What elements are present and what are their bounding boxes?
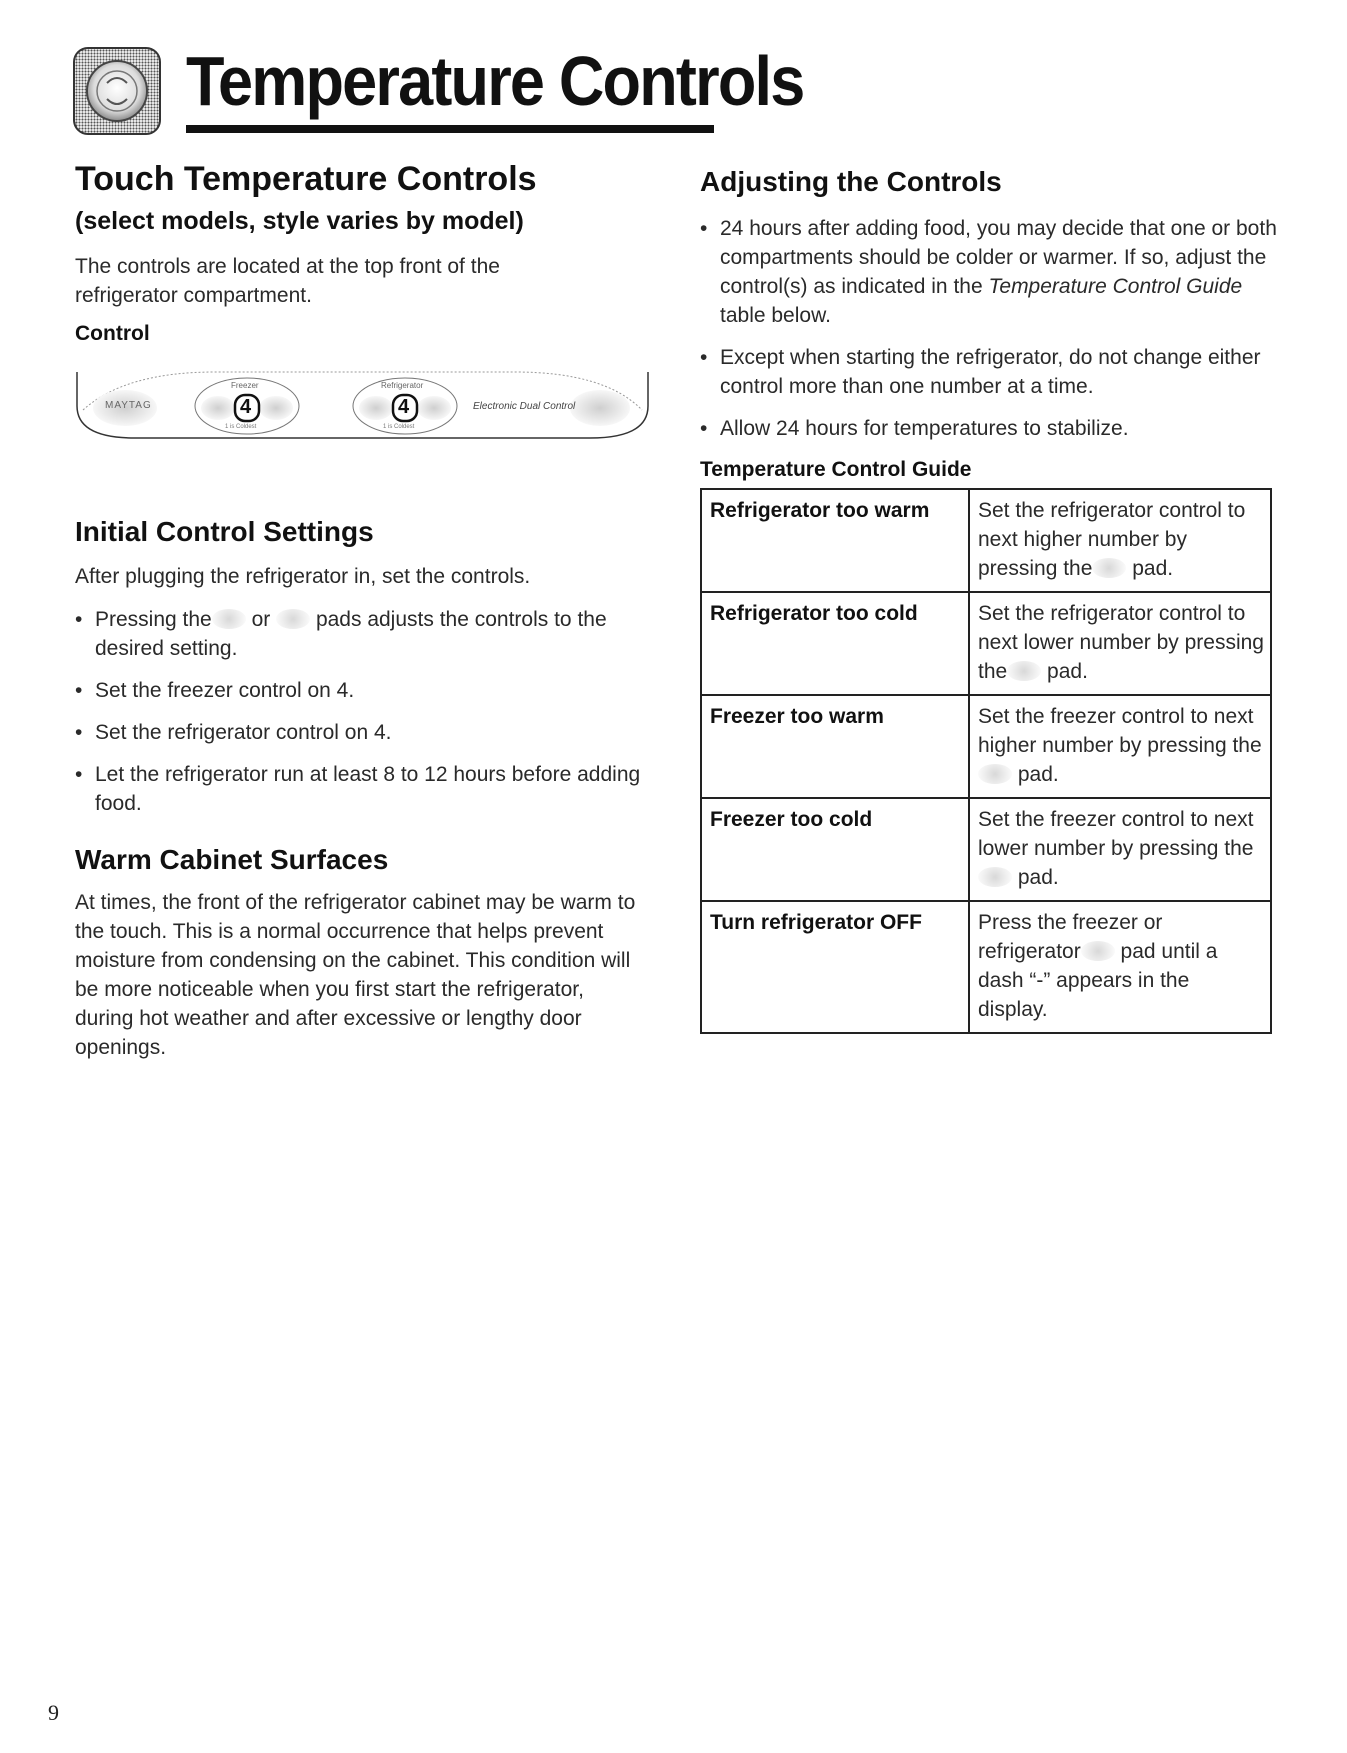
list-item: • Allow 24 hours for temperatures to stabilize.	[700, 414, 1280, 443]
temperature-control-guide-table	[700, 488, 1272, 1034]
panel-refrigerator-value: 4	[398, 396, 410, 418]
list-item: • Let the refrigerator run at least 8 to 12 hours before adding food.	[75, 760, 655, 818]
up-arrow-pad-icon	[276, 609, 310, 629]
condition-cell: Refrigerator too warm	[701, 489, 969, 592]
down-arrow-pad-icon	[1081, 941, 1115, 961]
control-label: Control	[75, 322, 150, 345]
list-item: • Set the freezer control on 4.	[75, 676, 675, 705]
warm-surfaces-body: At times, the front of the refrigerator cabinet may be warm to the touch. This is a normal occurrence that helps prevent moisture from condensing on the cabinet. This condition will be more noticeable when you first start the refrigerator, during hot weather and after excessive or lengthy door openings.	[75, 891, 636, 1059]
down-arrow-pad-icon	[1007, 661, 1041, 681]
touch-controls-heading: Touch Temperature Controls	[75, 160, 537, 198]
right-column	[700, 158, 1280, 1034]
initial-settings-list	[75, 605, 675, 818]
down-arrow-pad-icon	[978, 867, 1012, 887]
panel-refrigerator-sub: 1 is Coldest	[383, 424, 415, 430]
panel-freezer-sub: 1 is Coldest	[225, 424, 257, 430]
section-thermostat-icon	[72, 46, 162, 136]
action-cell: Set the freezer control to next higher number by pressing the pad.	[969, 695, 1271, 798]
action-cell: Set the freezer control to next lower number by pressing the pad.	[969, 798, 1271, 901]
table-row	[701, 592, 1271, 695]
touch-controls-subheading: (select models, style varies by model)	[75, 207, 524, 235]
initial-settings-heading: Initial Control Settings	[75, 516, 374, 547]
panel-refrigerator-label: Refrigerator	[381, 381, 424, 390]
action-cell: Press the freezer or refrigerator pad until a dash “-” appears in the display.	[969, 901, 1271, 1033]
initial-settings-intro: After plugging the refrigerator in, set the controls.	[75, 565, 531, 588]
condition-cell: Freezer too cold	[701, 798, 969, 901]
condition-cell: Refrigerator too cold	[701, 592, 969, 695]
list-item: • Set the refrigerator control on 4.	[75, 718, 675, 747]
guide-label: Temperature Control Guide	[700, 458, 972, 481]
panel-freezer-label: Freezer	[231, 381, 259, 390]
table-row	[701, 798, 1271, 901]
adjusting-list	[700, 214, 1280, 443]
action-cell: Set the refrigerator control to next lower number by pressing the pad.	[969, 592, 1271, 695]
left-column	[75, 158, 675, 1062]
list-item: • Pressing the or pads adjusts the controls to the desired setting.	[75, 605, 675, 663]
page-number: 9	[48, 1700, 59, 1725]
panel-brand: MAYTAG	[105, 400, 152, 411]
adjusting-heading: Adjusting the Controls	[700, 166, 1002, 197]
panel-freezer-value: 4	[240, 396, 252, 418]
control-panel-illustration	[75, 368, 650, 442]
table-row	[701, 695, 1271, 798]
down-arrow-pad-icon	[212, 609, 246, 629]
page-title: Temperature Controls	[186, 42, 804, 120]
touch-controls-intro: The controls are located at the top front of the refrigerator compartment.	[75, 255, 500, 307]
warm-surfaces-heading: Warm Cabinet Surfaces	[75, 844, 389, 875]
table-row	[701, 489, 1271, 592]
condition-cell: Turn refrigerator OFF	[701, 901, 969, 1033]
list-item: • Except when starting the refrigerator, do not change either control more than one number at a time.	[700, 343, 1280, 401]
action-cell: Set the refrigerator control to next higher number by pressing the pad.	[969, 489, 1271, 592]
up-arrow-pad-icon	[1092, 558, 1126, 578]
panel-electronic-label: Electronic Dual Control	[473, 401, 576, 412]
list-item: • 24 hours after adding food, you may decide that one or both compartments should be colder or warmer. If so, adjust the control(s) as indicated in the Temperature Control Guide table below.	[700, 214, 1280, 330]
condition-cell: Freezer too warm	[701, 695, 969, 798]
up-arrow-pad-icon	[978, 764, 1012, 784]
title-underline	[186, 125, 714, 133]
table-row	[701, 901, 1271, 1033]
